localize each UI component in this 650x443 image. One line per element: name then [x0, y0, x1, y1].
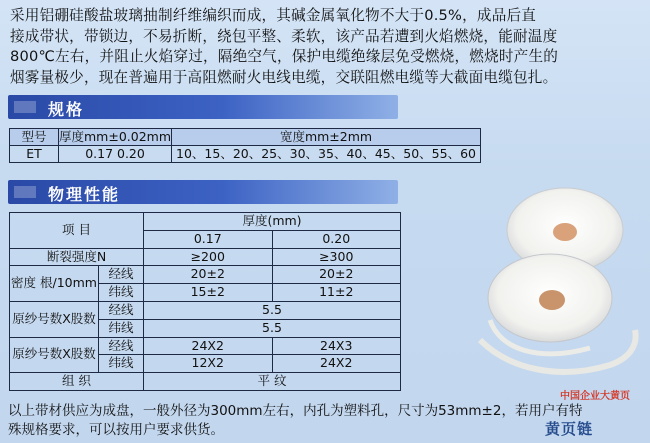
phys-thickness-1: 0.17: [144, 230, 273, 248]
phys-section-banner: [8, 180, 398, 204]
phys-section-title: 物理性能: [48, 185, 121, 204]
phys-breaking-label: 断裂强度N: [10, 248, 144, 266]
intro-line: 采用铝硼硅酸盐玻璃抽制纤维编织而成，其碱金属氧化物不大于0.5%，成品后直: [10, 7, 537, 24]
spec-table: [9, 128, 481, 163]
watermark-small: 中国企业大黄页: [560, 391, 630, 402]
intro-line: 800℃左右，并阻止火焰穿过，隔绝空气，保护电缆绝缘层免受燃烧，燃烧时产生的: [10, 48, 559, 65]
phys-weft-label: 纬线: [99, 319, 144, 337]
phys-yarn-a-warp: 5.5: [144, 301, 401, 319]
phys-density-label: 密度 根/10mm: [10, 266, 99, 302]
phys-warp-label: 经线: [99, 266, 144, 284]
phys-yarn-b-label: 原纱号数X股数: [10, 337, 99, 373]
phys-thickness-2: 0.20: [272, 230, 401, 248]
spec-header-width: 宽度mm±2mm: [172, 129, 481, 146]
tape-rolls-photo: [470, 180, 642, 390]
footer-line: 以上带材供应为成盘，一般外径为300mm左右，内孔为塑料孔，尺寸为53mm±2，若用户有特: [8, 403, 583, 419]
phys-density-warp-2: 20±2: [272, 266, 401, 284]
spec-header-model: 型号: [10, 129, 59, 146]
phys-yarn-b-warp-1: 24X2: [144, 337, 273, 355]
phys-density-weft-2: 11±2: [272, 284, 401, 302]
spec-model: ET: [10, 146, 59, 163]
intro-line: 烟雾量极少，现在普遍用于高阻燃耐火电线电缆，交联阻燃电缆等大截面电缆包扎。: [10, 68, 558, 86]
spec-thickness: 0.17 0.20: [59, 146, 172, 163]
intro-line: 接成带状，带锁边，不易折断，绕包平整、柔软，该产品若遭到火焰燃烧，能耐温度: [10, 27, 558, 45]
phys-table: [9, 212, 401, 391]
phys-warp-label: 经线: [99, 337, 144, 355]
spec-width: 10、15、20、25、30、35、40、45、50、55、60: [172, 146, 481, 163]
phys-weave-label: 组 织: [10, 373, 144, 391]
phys-yarn-a-label: 原纱号数X股数: [10, 301, 99, 337]
phys-weft-label: 纬线: [99, 355, 144, 373]
phys-density-warp-1: 20±2: [144, 266, 273, 284]
footer-line: 殊规格要求，可以按用户要求供货。: [8, 422, 224, 438]
spec-section-title: 规格: [48, 100, 85, 119]
phys-yarn-b-weft-2: 24X2: [272, 355, 401, 373]
phys-breaking-2: ≥300: [272, 248, 401, 266]
phys-weft-label: 纬线: [99, 284, 144, 302]
watermark: 黄页链: [545, 420, 594, 438]
phys-breaking-1: ≥200: [144, 248, 273, 266]
phys-warp-label: 经线: [99, 301, 144, 319]
phys-yarn-b-warp-2: 24X3: [272, 337, 401, 355]
spec-section-banner: [8, 95, 398, 119]
phys-item-header: 项 目: [10, 213, 144, 249]
phys-density-weft-1: 15±2: [144, 284, 273, 302]
phys-weave-value: 平 纹: [144, 373, 401, 391]
intro-paragraph: [10, 6, 642, 88]
phys-yarn-b-weft-1: 12X2: [144, 355, 273, 373]
spec-header-thickness: 厚度mm±0.02mm: [59, 129, 172, 144]
phys-yarn-a-weft: 5.5: [144, 319, 401, 337]
phys-thickness-header: 厚度(mm): [144, 213, 401, 231]
